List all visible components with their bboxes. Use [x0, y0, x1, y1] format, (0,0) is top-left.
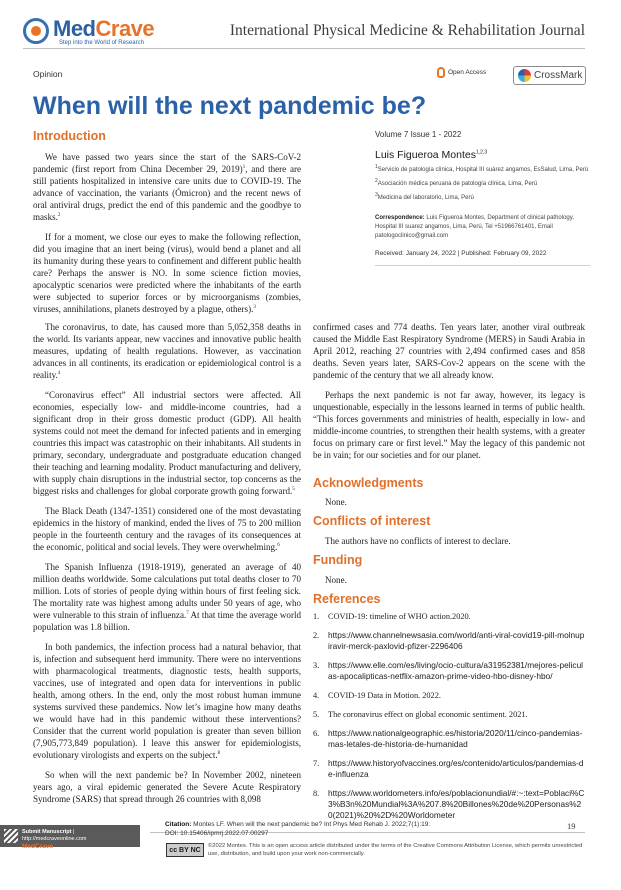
- open-access-badge[interactable]: [437, 67, 486, 78]
- paragraph-7: In both pandemics, the infection process had a natural behavior, that is, infection and subsequent herd immunity. There were no interventions with pharmacological treatments, diagnostic tests, health supports, vaccines, use of integrated and open data for interventions in public health, among others. In the end, only the most robust human immune systems survived these pandemics. Now let’s imagine how many deaths we would have had in this pandemic without these interventions? Consider that the current world population is greater than seven billion (7,905,773,849 population). I leave this answer for epidemiologists, evolutionary virologists and experts on the subject.$^8$: [33, 642, 301, 760]
- citation: Citation: Montes LF. When will the next pandemic be? Int Phys Med Rehab J. 2022;7(1):19. DOI: 10.15406/ipmrj.2022.07.00297: [165, 821, 431, 837]
- affiliation-2: $^2$Asociación médica peruana de patología clínica, Lima, Perú: [375, 178, 538, 187]
- open-access-label: Open Access: [448, 69, 487, 76]
- received-published: Received: January 24, 2022 | Published: February 09, 2022: [375, 250, 547, 257]
- paragraph-6: The Spanish Influenza (1918-1919), generated an average of 40 million deaths worldwide. Some calculations put total deaths closer to 70 million. Lots of stories of people dying within hours of first feeling sick. The mortality rate was highest among adults under 50 years of age, who were vulnerable to this strain of influenza.$^7$ At that time the average world population was 1.8 billion.: [33, 562, 301, 632]
- stripes-icon: [4, 829, 18, 843]
- doi[interactable]: DOI: 10.15406/ipmrj.2022.07.00297: [165, 830, 269, 837]
- acknowledgments-heading: Acknowledgments: [313, 476, 424, 490]
- medcrave-logo[interactable]: [23, 16, 173, 50]
- logo-med: Med: [53, 16, 96, 41]
- paragraph-2: If for a moment, we close our eyes to make the following reflection, did you imagine that an inert being (virus), would bend a planet and all its humanity during these years to confinement and different public health care? Perhaps the answer is NO. In some science fiction movies, apocalyptic scenarios were predicted where the inhabitants of the earth were subjected to superior forces or by microorganisms (zombies, viruses, annihilations, planets destroyed by a plague, others).$^3$: [33, 232, 301, 314]
- article-title: When will the next pandemic be?: [33, 92, 427, 120]
- reference-item: 4. COVID-19 Data in Motion. 2022.: [313, 691, 441, 700]
- logo-wordmark: [53, 16, 154, 42]
- funding-heading: Funding: [313, 553, 363, 567]
- funding-text: None.: [325, 575, 347, 585]
- article-type: Opinion: [33, 69, 63, 79]
- paragraph-3: The coronavirus, to date, has caused more than 5,052,358 deaths in the world. Its variants appear, new vaccines and innovative public health measures, updating of health regulations. However, as vaccination advances in all continents, its eradication or epidemiological control is a reality.$^4$: [33, 322, 301, 380]
- left-column-top: [33, 151, 301, 323]
- introduction-heading: Introduction: [33, 129, 106, 143]
- footer-brand: MedCrave: [22, 843, 54, 850]
- reference-item: 1. COVID-19: timeline of WHO action.2020.: [313, 612, 471, 621]
- submit-url[interactable]: http://medcraveonline.com: [22, 836, 87, 842]
- metadata-divider: [375, 265, 590, 266]
- license-text: ©2022 Montes. This is an open access article distributed under the terms of the Creative Commons Attribution License, which permits unrestricted use, distribution, and build upon your work non-commercially.: [208, 843, 583, 857]
- right-column-body: [313, 321, 585, 469]
- paragraph-10: Perhaps the next pandemic is not far away, however, its legacy is unquestionable, especially in the lessons learned in terms of public health. “This forces governments and ministries of health, especially in low- and middle-income countries, to strengthen their health systems, with a greater focus on primary care or first level.” May the legacy of this pandemic not be in vain; for our societies and for our planet.: [313, 390, 585, 460]
- open-access-icon: [437, 67, 445, 78]
- page-number: 19: [567, 821, 576, 831]
- paragraph-8: So when will the next pandemic be? In November 2002, nineteen years ago, a viral epidemic generated the Severe Acute Respiratory Syndrome (SARS) that spread through 26 countries with 8,098: [33, 770, 301, 804]
- header-divider: [23, 48, 585, 49]
- affiliation-3: $^3$Medicina del laboratorio, Lima, Perú: [375, 192, 474, 201]
- logo-tagline: Step into the World of Research: [59, 40, 144, 46]
- article-metadata: [375, 130, 590, 266]
- crossmark-icon: [518, 69, 531, 82]
- logo-crave: Crave: [95, 16, 155, 41]
- correspondence-email[interactable]: patologoclinico@gmail.com: [375, 233, 449, 239]
- reference-item[interactable]: 3. https://www.elle.com/es/living/ocio-cultura/a31952381/mejores-peliculas-apocalipticas-netflix-amazon-prime-video-hbo-disney-hbo/: [313, 660, 584, 681]
- volume-issue: Volume 7 Issue 1 - 2022: [375, 130, 462, 139]
- correspondence: Correspondence: Luis Figueroa Montes, Department of clinical pathology, Hospital III suarez angamos, Lima, Perú, Tel +51966761401, Email patologoclinico@gmail.com: [375, 215, 574, 239]
- conflicts-text: The authors have no conflicts of interest to declare.: [325, 536, 511, 546]
- references-heading: References: [313, 592, 381, 606]
- reference-item: 5. The coronavirus effect on global economic sentiment. 2021.: [313, 710, 528, 719]
- medcrave-logo-icon: [23, 18, 49, 44]
- reference-item[interactable]: 8. https://www.worldometers.info/es/poblacionundial/#:~:text=Poblaci%C3%B3n%20Mundial%3A%207.8%20Billones%20de%20Personas%20(2021)%20%2D%20Worldometer: [313, 788, 585, 820]
- creative-commons-icon[interactable]: cc BY NC: [166, 843, 204, 857]
- crossmark-button[interactable]: [513, 66, 586, 85]
- reference-item[interactable]: 6. https://www.nationalgeographic.es/historia/2020/11/cinco-pandemias-mas-letales-de-historia-de-humanidad: [313, 728, 583, 749]
- paragraph-4: “Coronavirus effect” All industrial sectors were affected. All economies, especially low- and middle-income countries, had a significant drop in their gross domestic product (GDP). All health systems could not meet the demand for infected patients and in emerging countries this impact was catastrophic on their inhabitants. All students in primary, secondary, undergraduate and postgraduate education changed their teaching and learning modality. Product manufacturing and delivery, with supply chain disruptions in the industrial sector, top concerns as the biggest risks and challenges for global corporate growth going forward.$^5$: [33, 390, 301, 496]
- reference-item[interactable]: 2. https://www.channelnewsasia.com/world/anti-viral-covid19-pill-molnupiravir-merck-paxlovid-pfizer-2296406: [313, 630, 585, 651]
- reference-item[interactable]: 7. https://www.historyofvaccines.org/es/contenido/articulos/pandemias-de-influenza: [313, 758, 584, 779]
- affiliation-1: $^1$Servicio de patología clínica, Hospital III suárez angamos, EsSalud, Lima, Perú: [375, 164, 589, 173]
- conflicts-heading: Conflicts of interest: [313, 514, 431, 528]
- left-column-bottom: [33, 321, 301, 813]
- author-name: Luis Figueroa Montes$^{1,2,3}$: [375, 149, 488, 161]
- paragraph-9: confirmed cases and 774 deaths. Ten years later, another viral outbreak caused the Middle East Respiratory Syndrome (MERS) in Saudi Arabia in April 2012, reaching 27 countries with 2,494 confirmed cases and 858 deaths. Seven years later, SARS-Cov-2 appears on the scene with the pandemic of the century that we all already know.: [313, 322, 585, 380]
- paragraph-1: We have passed two years since the start of the SARS-CoV-2 pandemic (first report from China December 29, 2019)$^1$, and there are still patients hospitalized in intensive care units due to COVID-19. The advance of vaccination, the variants (Ómicron) and the recent news of oral antiviral drugs, predict the end of this pandemic and the goodbye to masks.$^2$: [33, 152, 302, 222]
- journal-title: International Physical Medicine & Rehabilitation Journal: [229, 22, 585, 39]
- submit-label: Submit Manuscript: [22, 829, 72, 835]
- references-list: [313, 611, 585, 829]
- acknowledgments-text: None.: [325, 497, 347, 507]
- submit-manuscript-tab[interactable]: Submit Manuscript | http://medcraveonline.com MedCrave: [0, 825, 140, 847]
- paragraph-5: The Black Death (1347-1351) considered one of the most devastating epidemics in the history of mankind, ended the lives of 75 to 200 million people in the fourteenth century and the ravages of its consequences at the economic, political and social levels. They were overwhelming.$^6$: [33, 506, 301, 552]
- crossmark-label: CrossMark: [534, 70, 583, 81]
